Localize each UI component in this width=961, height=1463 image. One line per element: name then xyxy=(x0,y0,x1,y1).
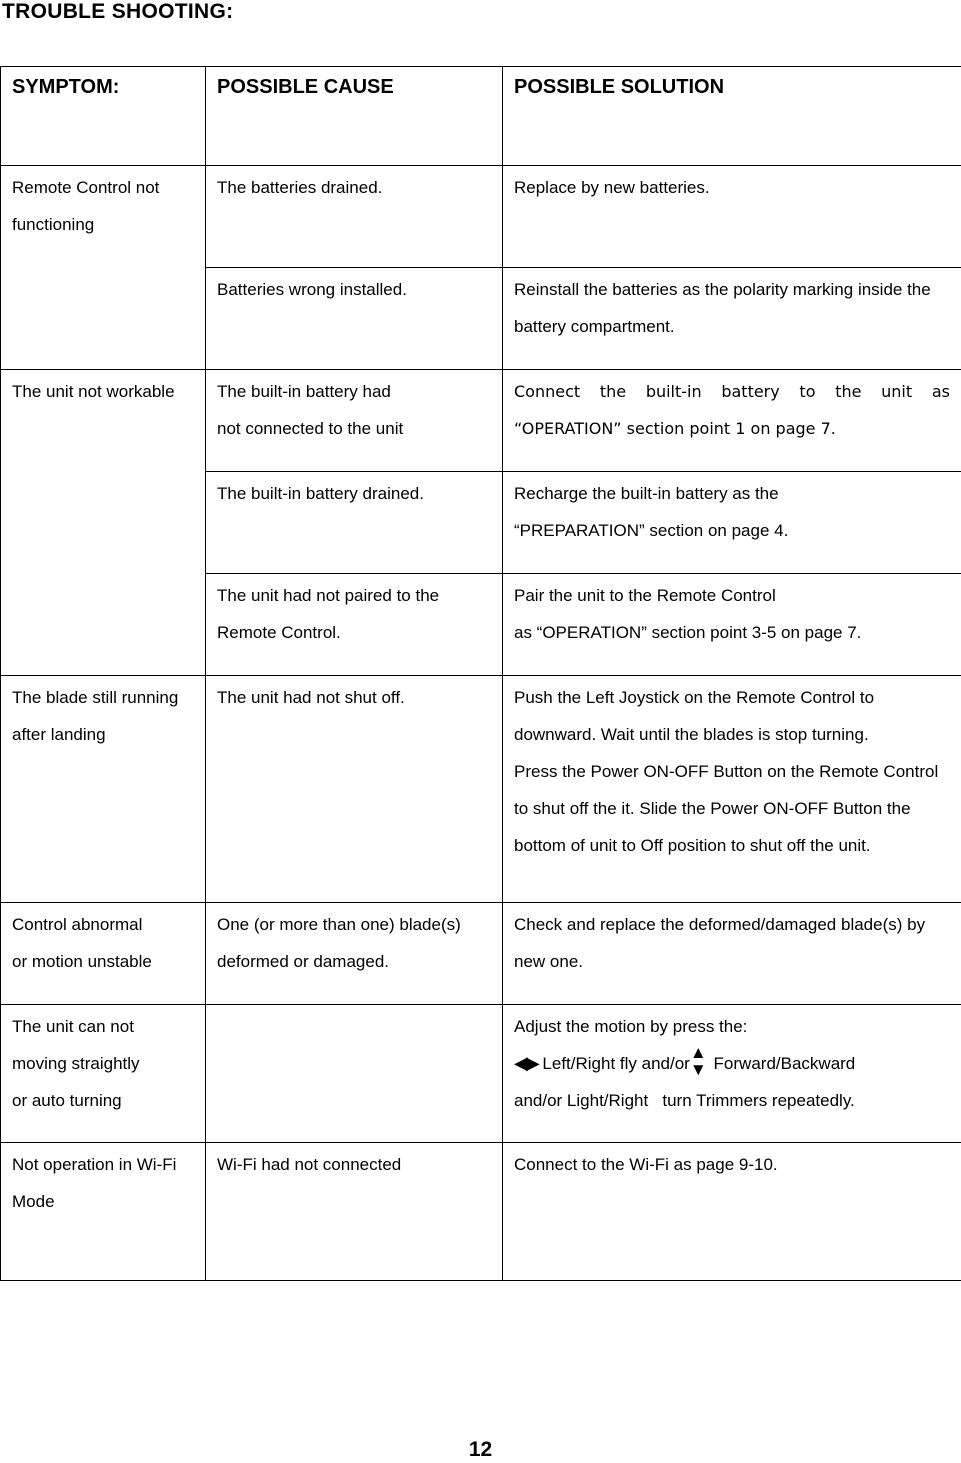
symptom-cell xyxy=(1,903,206,1005)
solution-line: and/or Light/Right turn Trimmers repeatedly. xyxy=(514,1091,855,1110)
left-right-arrows-icon: ◀▶ xyxy=(514,1053,538,1073)
up-arrow-icon: ▲ xyxy=(689,1042,707,1062)
header-possible-solution: POSSIBLE SOLUTION xyxy=(503,67,961,166)
solution-paragraph: Push the Left Joystick on the Remote Control to downward. Wait until the blades is stop turning. xyxy=(514,688,875,744)
symptom-line: moving straightly xyxy=(12,1054,140,1073)
page-number: 12 xyxy=(468,1438,493,1461)
header-possible-cause: POSSIBLE CAUSE xyxy=(206,67,503,166)
solution-line xyxy=(514,1042,950,1082)
solution-cell: Check and replace the deformed/damaged blade(s) by new one. xyxy=(503,903,961,1005)
cause-cell: One (or more than one) blade(s) deformed or damaged. xyxy=(206,903,503,1005)
table-header-row xyxy=(1,67,961,166)
solution-line: Connect the built-in battery to the unit as xyxy=(514,382,950,401)
table-row xyxy=(1,1143,961,1281)
solution-line: Pair the unit to the Remote Control xyxy=(514,586,776,605)
solution-line: “PREPARATION” section on page 4. xyxy=(514,521,789,540)
solution-cell: Replace by new batteries. xyxy=(503,166,961,268)
solution-line: Recharge the built-in battery as the xyxy=(514,484,779,503)
symptom-line: or motion unstable xyxy=(12,952,152,971)
symptom-line: The unit can not xyxy=(12,1017,134,1036)
table-row xyxy=(1,370,961,472)
solution-line: as “OPERATION” section point 3-5 on page 7. xyxy=(514,623,862,642)
solution-line: Adjust the motion by press the: xyxy=(514,1017,748,1036)
left-right-label: Left/Right fly and/or xyxy=(537,1054,690,1073)
cause-cell: The unit had not paired to the Remote Control. xyxy=(206,574,503,676)
solution-line: “OPERATION” section point 1 on page 7. xyxy=(514,419,836,438)
page-title: TROUBLE SHOOTING: xyxy=(2,0,234,23)
solution-cell xyxy=(503,1005,961,1143)
cause-cell: Wi-Fi had not connected xyxy=(206,1143,503,1281)
header-symptom: SYMPTOM: xyxy=(1,67,206,166)
symptom-line: Control abnormal xyxy=(12,915,143,934)
solution-cell xyxy=(503,472,961,574)
solution-cell xyxy=(503,676,961,903)
down-arrow-icon: ▼ xyxy=(689,1059,707,1079)
solution-cell xyxy=(503,574,961,676)
cause-line: The built-in battery had xyxy=(217,382,391,401)
symptom-cell: The unit not workable xyxy=(1,370,206,676)
cause-cell: The batteries drained. xyxy=(206,166,503,268)
up-down-arrows-icon xyxy=(690,1044,707,1078)
table-row xyxy=(1,1005,961,1143)
symptom-line: or auto turning xyxy=(12,1091,122,1110)
symptom-cell: The blade still running after landing xyxy=(1,676,206,903)
solution-cell: Reinstall the batteries as the polarity marking inside the battery compartment. xyxy=(503,268,961,370)
forward-backward-label: Forward/Backward xyxy=(708,1054,856,1073)
table-row xyxy=(1,676,961,903)
solution-paragraph: Press the Power ON-OFF Button on the Remote Control to shut off the it. Slide the Power ON-OFF Button the bottom of unit to Off position to shut off the unit. xyxy=(514,762,939,855)
troubleshooting-table xyxy=(0,66,961,1281)
cause-cell: The unit had not shut off. xyxy=(206,676,503,903)
solution-cell: Connect to the Wi-Fi as page 9-10. xyxy=(503,1143,961,1281)
table-row xyxy=(1,166,961,268)
symptom-cell xyxy=(1,1005,206,1143)
solution-cell xyxy=(503,370,961,472)
cause-cell: The built-in battery drained. xyxy=(206,472,503,574)
symptom-cell: Remote Control not functioning xyxy=(1,166,206,370)
symptom-cell: Not operation in Wi-Fi Mode xyxy=(1,1143,206,1281)
cause-cell: Batteries wrong installed. xyxy=(206,268,503,370)
table-row xyxy=(1,903,961,1005)
cause-cell xyxy=(206,1005,503,1143)
cause-line: not connected to the unit xyxy=(217,419,404,438)
cause-cell xyxy=(206,370,503,472)
